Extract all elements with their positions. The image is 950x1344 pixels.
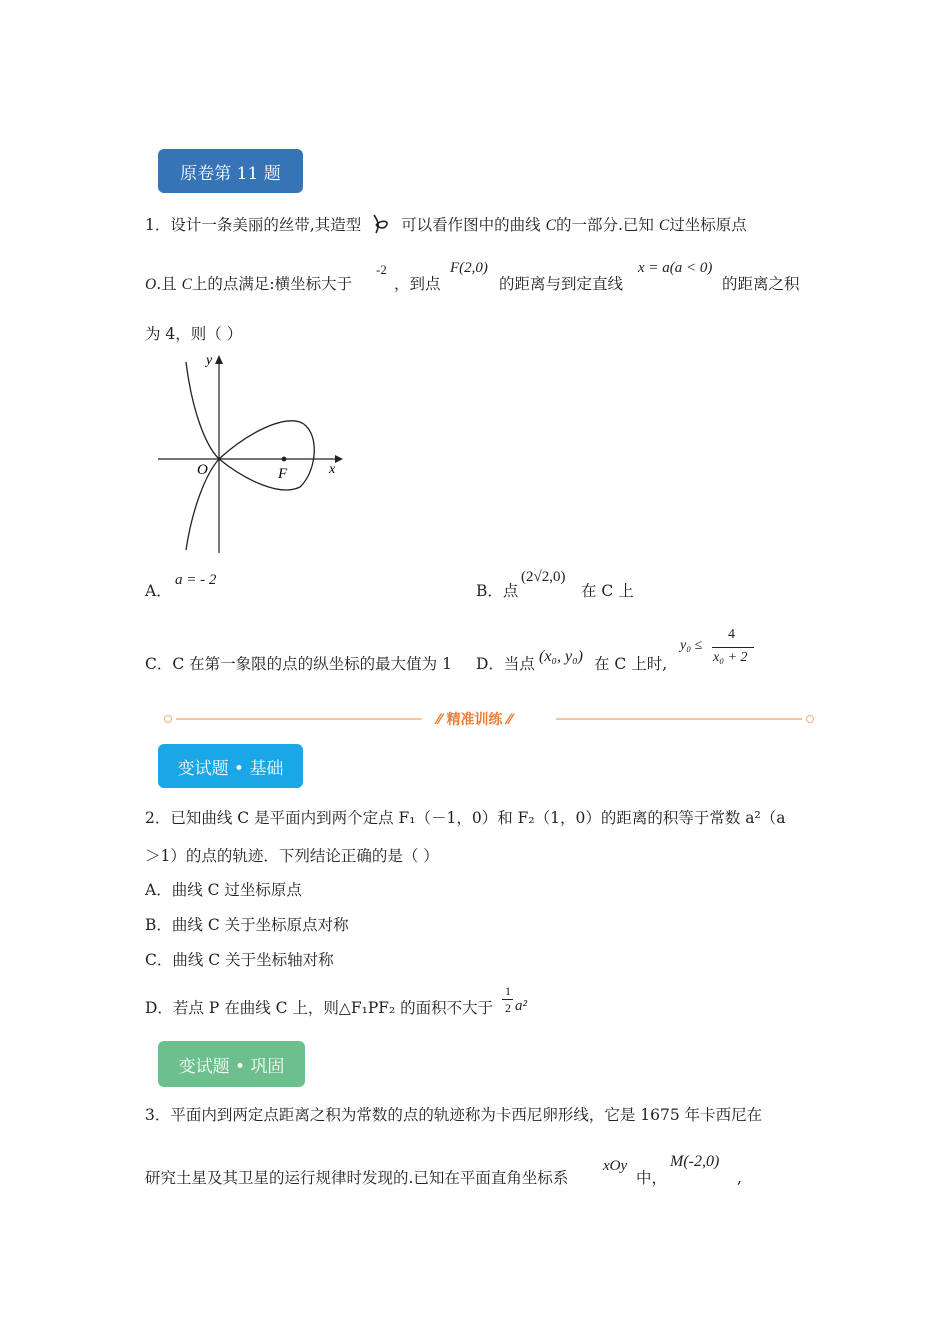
q1-line-x-eq-a: x = a(a < 0) xyxy=(638,260,713,276)
q1-line1 xyxy=(145,213,747,236)
q1-to-point: ，到点 xyxy=(394,275,441,293)
q3-point-m: M(-2,0) xyxy=(670,1153,720,1170)
x-axis-arrow-icon xyxy=(335,455,343,463)
q1-line2-part1 xyxy=(145,274,352,295)
q3-line2: 研究土星及其卫星的运行规律时发现的.已知在平面直角坐标系 xyxy=(145,1169,569,1187)
curve-loop xyxy=(219,421,314,490)
q1-text: 上的点满足:横坐标大于 xyxy=(191,275,353,293)
q1-distance-line: 的距离与到定直线 xyxy=(499,275,624,293)
y-axis-arrow-icon xyxy=(215,355,223,364)
q1-option-b-tail: 在 C 上 xyxy=(581,582,634,600)
curve-graph xyxy=(150,350,350,556)
q1-option-a-label: A． xyxy=(145,582,172,600)
q1-option-d-point: (x₀, y₀) xyxy=(539,648,583,665)
divider-text: 精准训练 xyxy=(446,712,503,728)
divider-left-dot xyxy=(164,715,172,723)
divider-right-line xyxy=(556,718,802,720)
q2-option-d-denominator: 2 xyxy=(505,1001,511,1015)
q1-option-c: C．C 在第一象限的点的纵坐标的最大值为 1 xyxy=(145,655,452,673)
q1-option-d-numerator: 4 xyxy=(728,627,735,642)
focus-point xyxy=(282,457,287,462)
q2-line2: ＞1）的点的轨迹．下列结论正确的是（ ） xyxy=(145,847,439,865)
q1-text: 的一部分.已知 xyxy=(555,216,654,234)
q1-text: 1．设计一条美丽的丝带,其造型 xyxy=(145,216,362,234)
badge-original-label: 原卷第 11 题 xyxy=(180,163,281,184)
q1-option-b-label: B．点 xyxy=(476,582,519,600)
q1-option-d-denominator: x₀ + 2 xyxy=(713,650,748,665)
q2-option-d: D．若点 P 在曲线 C 上，则△F₁PF₂ 的面积不大于 xyxy=(145,999,494,1017)
label-x: x xyxy=(329,462,336,477)
divider-right-dot xyxy=(806,715,814,723)
badge-consolidate xyxy=(158,1041,305,1087)
ribbon-icon xyxy=(366,213,396,235)
q2-option-d-numerator: 1 xyxy=(505,984,511,998)
q3-line2-mid: 中， xyxy=(636,1169,668,1187)
badge-basic-label: 变试题 • 基础 xyxy=(177,758,284,779)
badge-basic xyxy=(158,744,303,788)
divider-slash-icon: ⁄⁄ xyxy=(437,712,447,728)
divider-slash-icon: ⁄⁄ xyxy=(502,712,513,728)
q1-origin-o: O xyxy=(145,276,157,293)
q1-minus-two: -2 xyxy=(376,262,387,277)
label-o: O xyxy=(197,462,208,478)
q1-text: 过坐标原点 xyxy=(669,216,747,234)
q1-option-a-math: a = - 2 xyxy=(175,572,217,588)
q1-line3: 为 4，则（ ） xyxy=(145,325,243,343)
q1-option-d-mid: 在 C 上时, xyxy=(594,655,668,673)
q2-option-b: B．曲线 C 关于坐标原点对称 xyxy=(145,916,349,934)
label-f: F xyxy=(278,466,288,482)
q3-line2-tail: , xyxy=(737,1169,742,1187)
q1-option-d-lhs: y₀ ≤ xyxy=(680,638,703,653)
q2-line1: 2．已知曲线 C 是平面内到两个定点 F₁（－1，0）和 F₂（1，0）的距离的积等于常数 a²（a xyxy=(145,809,786,827)
q1-option-b-math: (2√2,0) xyxy=(521,569,566,585)
q1-curve-c: C xyxy=(181,276,192,293)
q2-option-a: A．曲线 C 过坐标原点 xyxy=(145,881,302,899)
label-y: y xyxy=(206,353,213,368)
q2-option-d-fraction-bar xyxy=(502,999,513,1000)
q1-text: 可以看作图中的曲线 xyxy=(401,216,541,234)
q3-xoy: xOy xyxy=(603,1158,628,1174)
q1-text: .且 xyxy=(156,275,177,293)
q1-product: 的距离之积 xyxy=(722,275,800,293)
q1-option-d-label: D．当点 xyxy=(476,655,535,673)
q2-option-d-tail: a² xyxy=(515,998,527,1014)
divider-left-line xyxy=(176,718,422,720)
q1-curve-c: C xyxy=(658,217,670,234)
badge-original-question xyxy=(158,149,303,193)
q1-point-f: F(2,0) xyxy=(450,260,488,276)
q1-curve-c: C xyxy=(545,217,556,234)
badge-consolidate-label: 变试题 • 巩固 xyxy=(178,1056,285,1077)
q3-line1: 3．平面内到两定点距离之积为常数的点的轨迹称为卡西尼卵形线，它是 1675 年卡西尼在 xyxy=(145,1106,763,1124)
q2-option-c: C．曲线 C 关于坐标轴对称 xyxy=(145,951,334,969)
divider-label xyxy=(437,709,512,729)
q1-option-d-fraction-bar xyxy=(712,647,754,648)
curve-branch-upper xyxy=(186,362,219,459)
